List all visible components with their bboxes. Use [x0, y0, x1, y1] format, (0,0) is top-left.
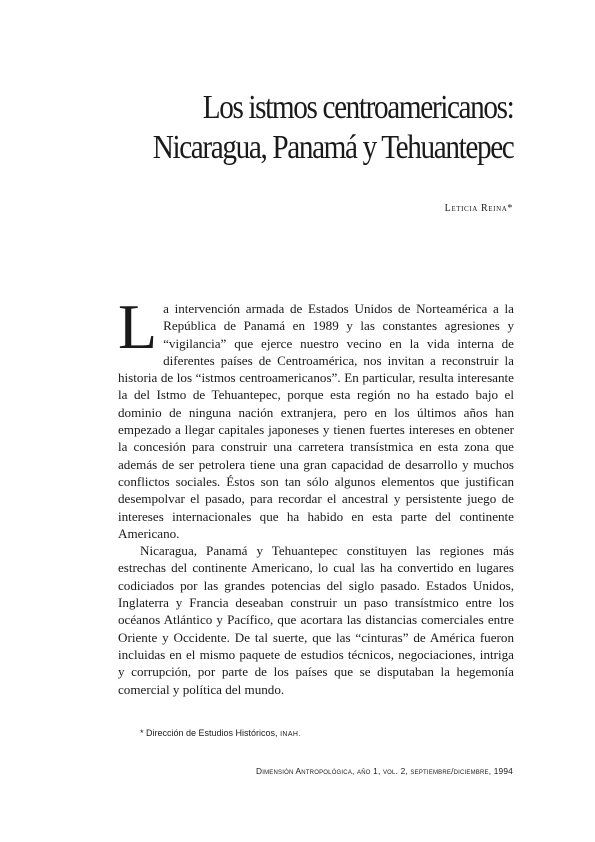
author-name: Leticia Reina* — [444, 203, 513, 214]
footnote — [140, 728, 301, 738]
drop-cap: L — [118, 291, 158, 362]
footnote-institution: INAH. — [280, 731, 301, 738]
title-line-1: Los istmos centroamericanos: — [202, 89, 513, 126]
running-footer: Dimensión Antropológica, año 1, vol. 2, septiembre/diciembre, 1994 — [256, 766, 513, 776]
paragraph-1-text: a intervención armada de Estados Unidos de Norteamérica a la República de Panamá en 1989 y las constantes agresiones y “vigilancia” que ejerce nuestro vecino en la vida interna de diferentes países de Centroamérica, nos invitan a reconstruir la historia de los “istmos centroamericanos”. En particular, resulta interesante la del Istmo de Tehuantepec, porque esta región no ha estado bajo el dominio de ninguna nación extranjera, pero en los últimos años han empezado a llegar capitales japoneses y tienen fuertes intereses en obtener la concesión para construir una carretera transístmica en esta zona que además de ser petrolera tiene una gran capacidad de desarrollo y muchos conflictos sociales. Éstos son tan sólo algunos elementos que justifican desempolvar el pasado, para recordar el ancestral y persistente juego de intereses internacionales que ha habido en esta parte del continente Americano. — [118, 301, 514, 541]
title-line-2: Nicaragua, Panamá y Tehuantepec — [152, 129, 513, 166]
article-body — [118, 291, 514, 698]
article-title — [152, 88, 513, 168]
footnote-text: * Dirección de Estudios Históricos, — [140, 728, 281, 738]
paragraph-2: Nicaragua, Panamá y Tehuantepec constituyen las regiones más estrechas del continente Americano, lo cual las ha convertido en lugares codiciados por las grandes potencias del siglo pasado. Estados Unidos, Inglaterra y Francia deseaban construir un paso transístmico entre los océanos Atlántico y Pacífico, que acortara las distancias comerciales entre Oriente y Occidente. De tal suerte, que las “cinturas” de América fueron incluidas en el mismo paquete de estudios técnicos, negociaciones, intriga y corrupción, por parte de los países que se disputaban la hegemonía comercial y política del mundo. — [118, 543, 514, 697]
paragraph-1 — [118, 291, 514, 542]
